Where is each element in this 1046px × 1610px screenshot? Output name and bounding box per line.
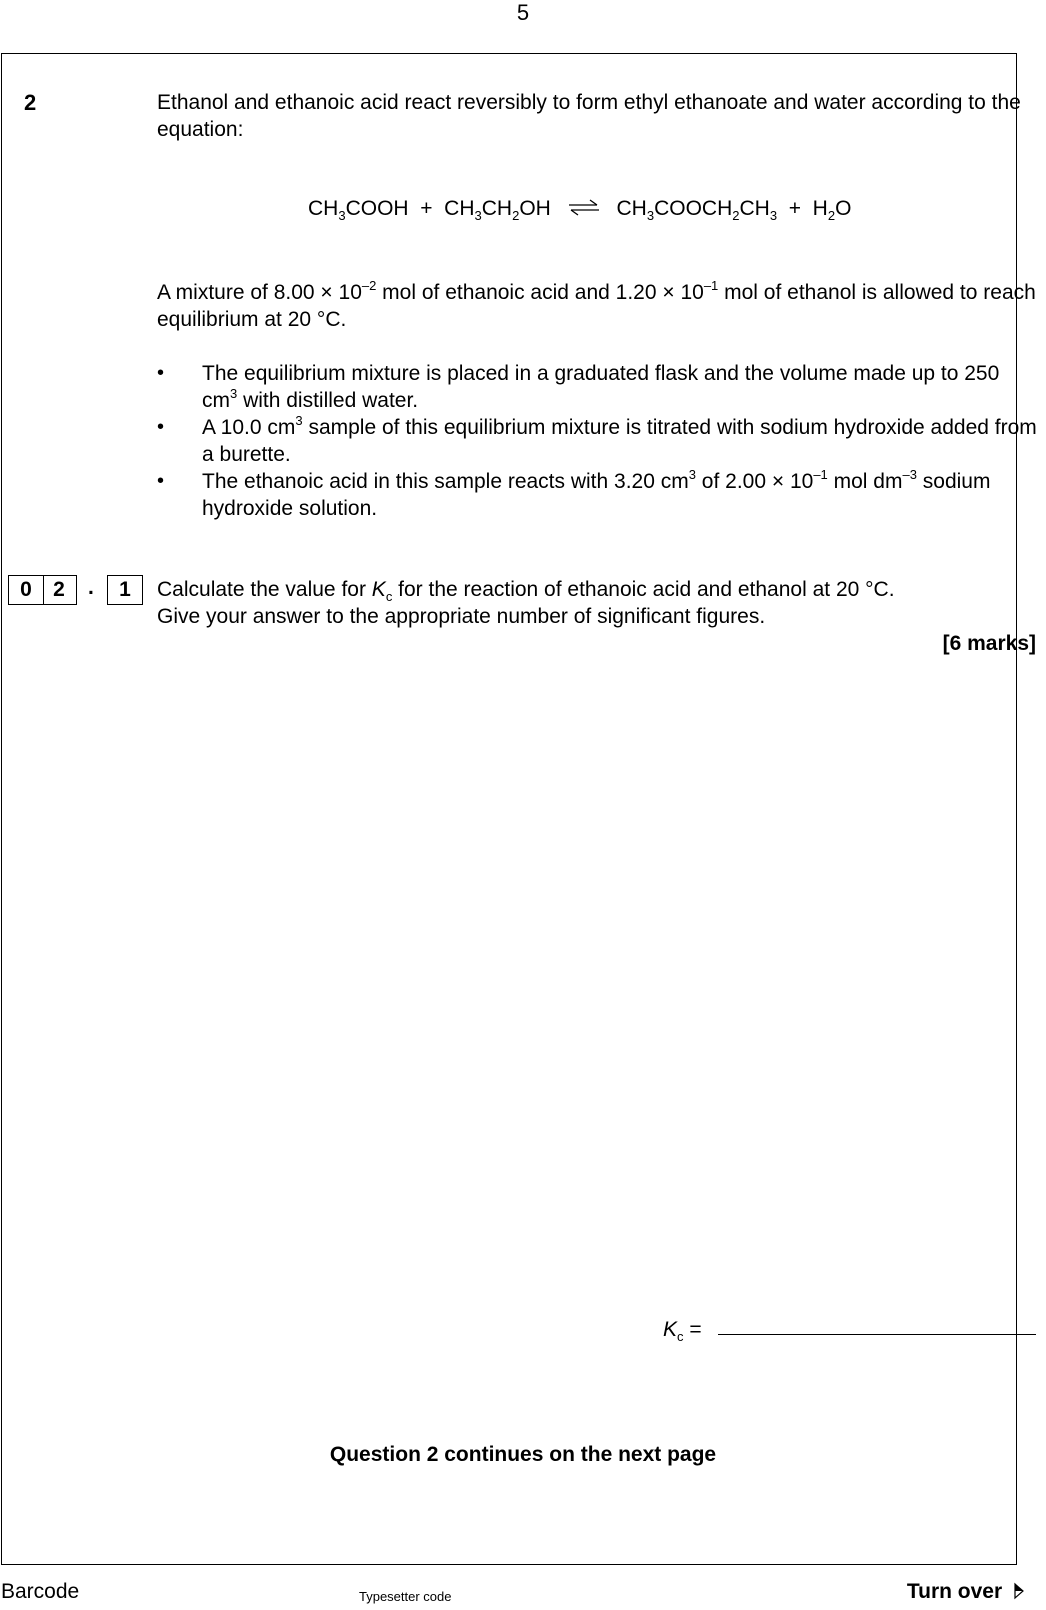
page-number: 5: [516, 0, 530, 25]
list-item: • A 10.0 $cm^3$ sample of this equilibrium mixture is titrated with sodium hydroxide added from a burette.: [157, 413, 1037, 466]
mixture-description: A mixture of $8.00 \times 10^{-2}$ mol of ethanoic acid and $1.20 \times 10^{-1}$ mol of ethanol is allowed to reach equilibrium at 20 °C.: [157, 278, 1036, 331]
bullet-icon: •: [157, 416, 165, 438]
footer-barcode: Barcode: [1, 1580, 80, 1603]
question-number: 2: [24, 90, 37, 115]
part-number-box-2: 2: [42, 575, 77, 605]
part-number-dot: .: [88, 576, 94, 599]
equilibrium-arrow-icon: [567, 198, 601, 216]
question-intro: Ethanol and ethanoic acid react reversibly to form ethyl ethanoate and water according to the equation:: [157, 91, 1021, 141]
list-item: • The equilibrium mixture is placed in a graduated flask and the volume made up to 250 $cm^3$ with distilled water.: [157, 362, 1000, 412]
footer-typesetter-code: Typesetter code: [359, 1589, 452, 1604]
kc-answer-line[interactable]: [718, 1334, 1036, 1335]
kc-answer-label: $K_c$ =: [663, 1318, 702, 1344]
list-item: • The ethanoic acid in this sample reacts with 3.20 $cm^3$ of $2.00 \times 10^{-1}$ mol $dm^{-3}$ sodium hydroxide solution.: [157, 467, 991, 520]
marks-label: [6 marks]: [942, 632, 1036, 655]
chemical-equation: $CH_3COOH + CH_3CH_2OH$ $CH_3COOCH_2CH_3 + H_2O$: [308, 197, 852, 223]
question-part-text: Calculate the value for $K_c$ for the reaction of ethanoic acid and ethanol at 20 °C. Give your answer to the appropriate number of significant figures.: [157, 578, 895, 628]
bullet-icon: •: [157, 470, 165, 492]
part-number-box-1: 0: [8, 575, 44, 605]
continues-notice: Question 2 continues on the next page: [329, 1443, 717, 1466]
footer-turn-over: Turn over: [907, 1580, 1026, 1604]
procedure-list: [157, 360, 1037, 522]
bullet-icon: •: [157, 362, 165, 384]
turn-over-arrow-icon: [1012, 1582, 1026, 1600]
part-number-box-3: 1: [107, 575, 143, 605]
